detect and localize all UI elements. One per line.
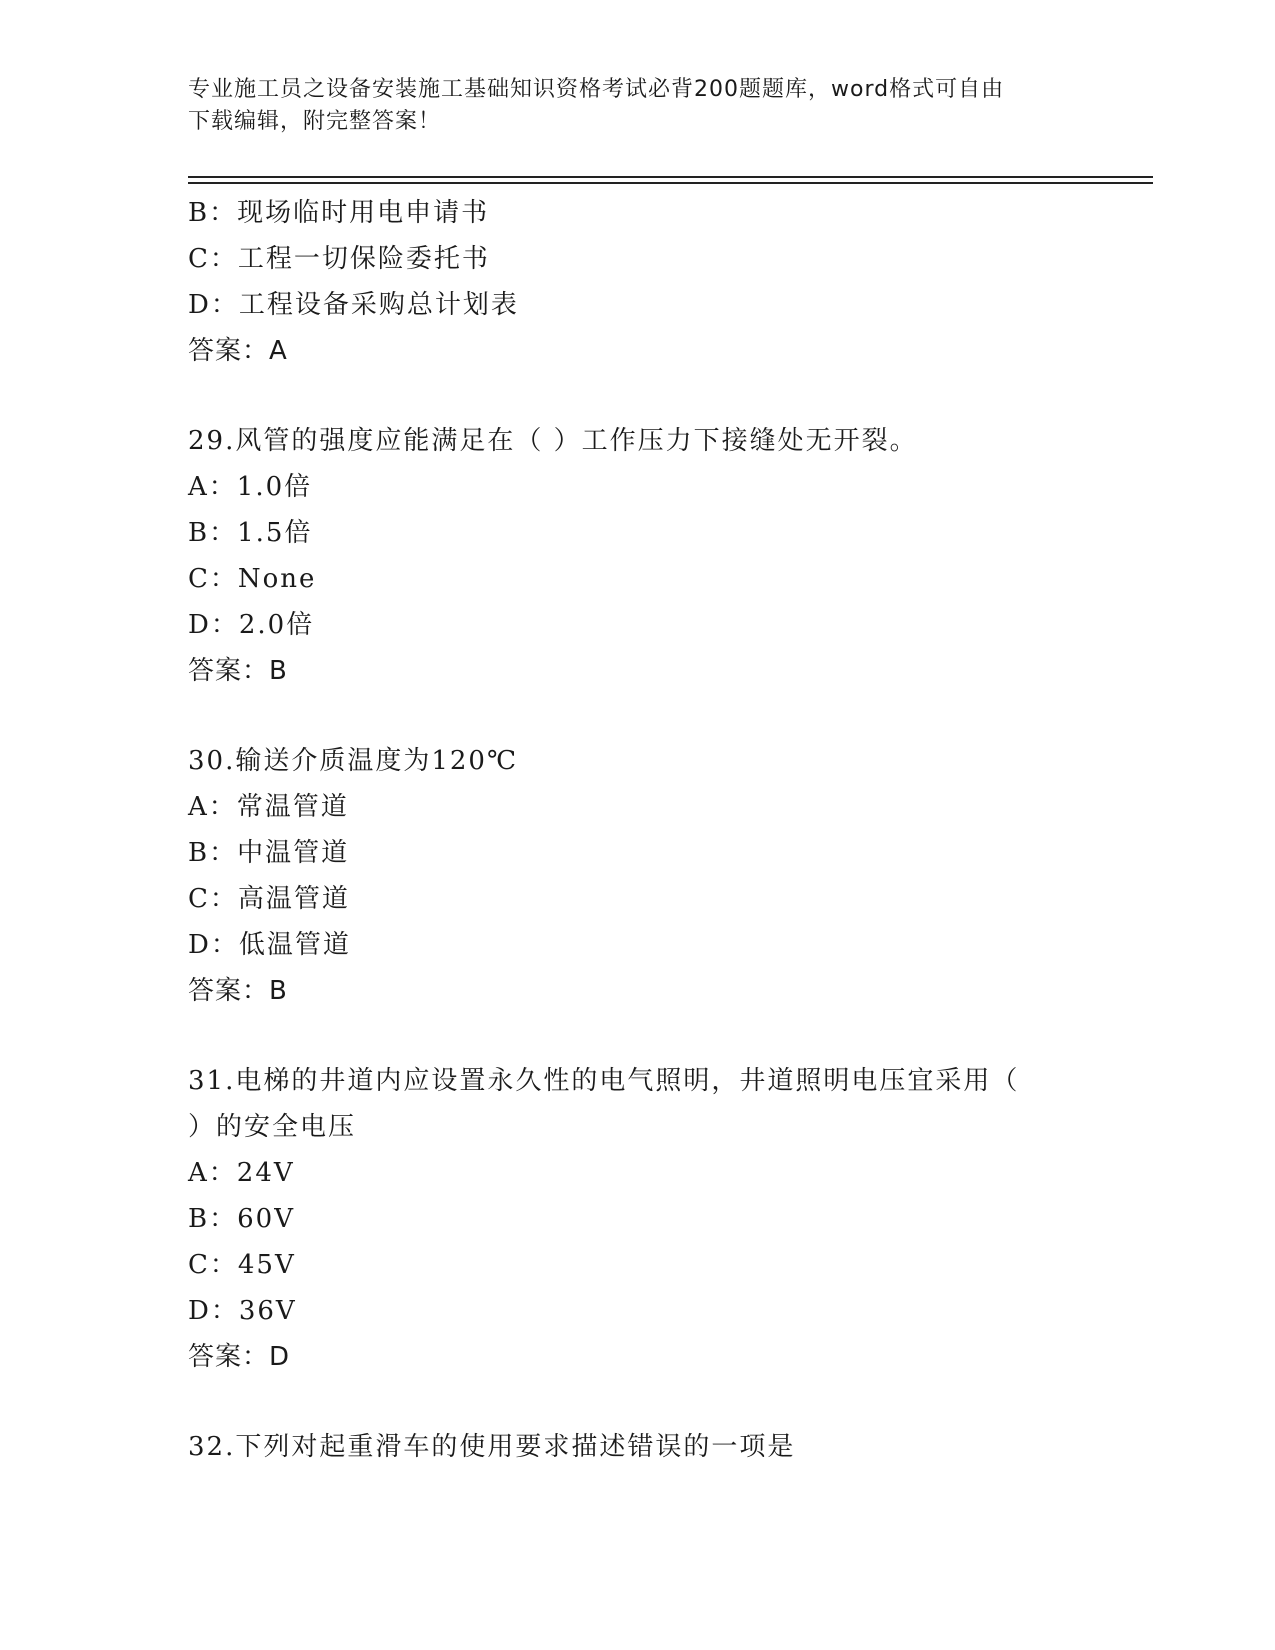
spacer [188, 374, 1148, 418]
question-text-line-2: ）的安全电压 [188, 1112, 357, 1142]
option-b: B：现场临时用电申请书 [188, 198, 490, 228]
header-divider-bottom [188, 182, 1153, 184]
document-header [188, 74, 1088, 138]
spacer [188, 694, 1148, 738]
header-line-1: 专业施工员之设备安装施工基础知识资格考试必背200题题库，word格式可自由 [188, 77, 1005, 102]
answer-line: 答案：A [188, 336, 288, 366]
option-b: B：中温管道 [188, 838, 350, 868]
option-b: B：1.5倍 [188, 518, 313, 548]
option-c: C：45V [188, 1250, 296, 1280]
option-d: D：低温管道 [188, 930, 351, 960]
option-d: D：工程设备采购总计划表 [188, 290, 519, 320]
spacer [188, 1014, 1148, 1058]
option-d: D：36V [188, 1296, 297, 1326]
answer-line: 答案：B [188, 976, 288, 1006]
option-a: A：24V [188, 1158, 295, 1188]
question-30 [188, 738, 1148, 1014]
question-text: 32.下列对起重滑车的使用要求描述错误的一项是 [188, 1432, 796, 1462]
answer-line: 答案：D [188, 1342, 291, 1372]
question-28 [188, 190, 1148, 374]
question-list [188, 190, 1148, 1470]
question-text-line-1: 31.电梯的井道内应设置永久性的电气照明，井道照明电压宜采用（ [188, 1066, 1020, 1096]
option-a: A：1.0倍 [188, 472, 313, 502]
header-divider-top [188, 176, 1153, 178]
question-31 [188, 1058, 1148, 1380]
header-line-2: 下载编辑，附完整答案！ [188, 109, 442, 134]
question-text: 30.输送介质温度为120℃ [188, 746, 519, 776]
option-c: C：None [188, 564, 317, 594]
question-29 [188, 418, 1148, 694]
option-a: A：常温管道 [188, 792, 349, 822]
option-c: C：高温管道 [188, 884, 350, 914]
option-c: C：工程一切保险委托书 [188, 244, 490, 274]
question-text: 29.风管的强度应能满足在（ ）工作压力下接缝处无开裂。 [188, 426, 918, 456]
spacer [188, 1380, 1148, 1424]
question-32 [188, 1424, 1148, 1470]
option-b: B：60V [188, 1204, 295, 1234]
option-d: D：2.0倍 [188, 610, 315, 640]
answer-line: 答案：B [188, 656, 288, 686]
